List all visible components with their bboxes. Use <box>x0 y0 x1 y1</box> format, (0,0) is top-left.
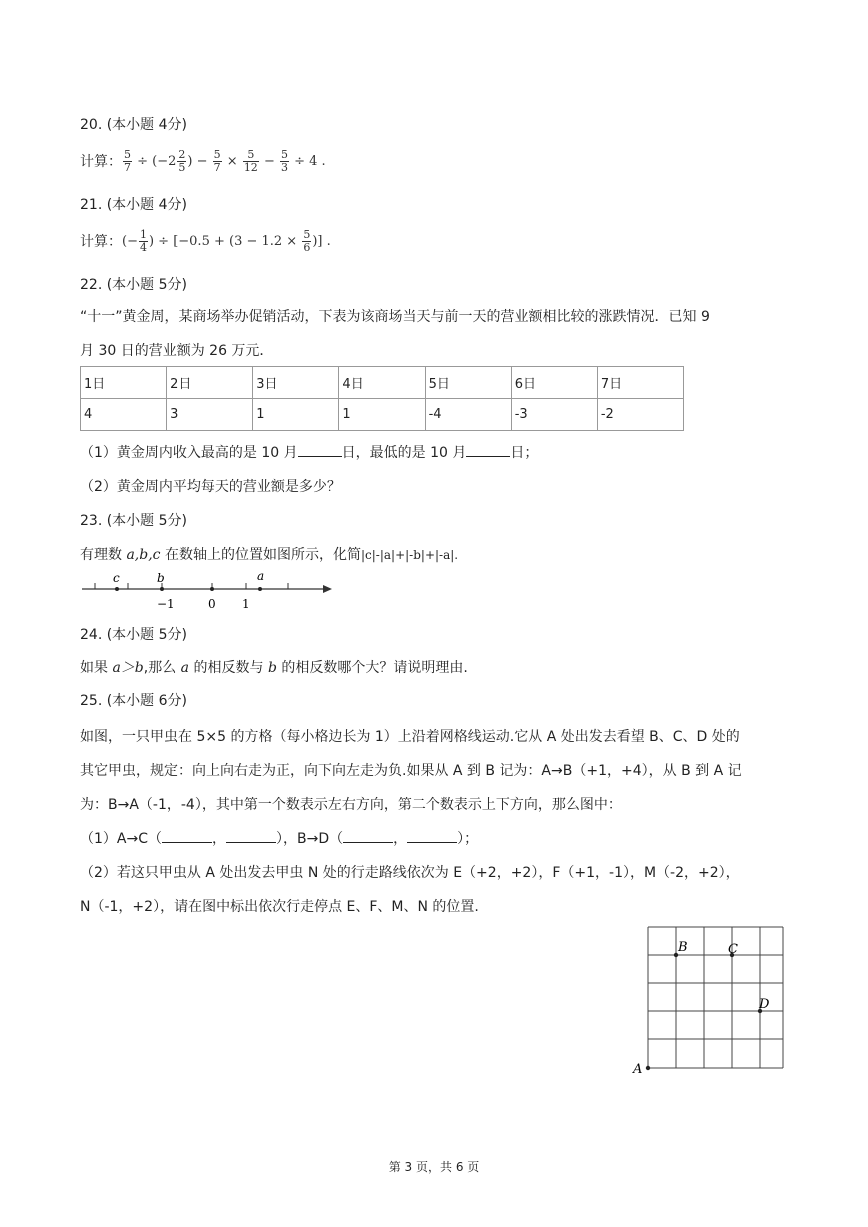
q25-line4-d: ， <box>393 831 408 847</box>
point-a <box>258 587 262 591</box>
table-cell: 4日 <box>339 367 425 399</box>
q24-var-a: a <box>180 660 190 676</box>
q24-text-a: 如果 <box>80 660 113 676</box>
table-cell: -3 <box>511 399 597 431</box>
answer-blank[interactable] <box>407 828 457 843</box>
q22-para1: “十一”黄金周，某商场举办促销活动，下表为该商场当天与前一天的营业额相比较的涨跌情况．已知 9 <box>80 309 710 325</box>
q25-header: 25. (本小题 6分) <box>80 693 187 709</box>
q24-text-d: 的相反数哪个大？请说明理由. <box>276 660 468 676</box>
number-line <box>80 566 340 614</box>
label-c: c <box>113 571 120 585</box>
q25-line5: （2）若这只甲虫从 A 处出发去甲虫 N 处的行走路线依次为 E（+2，+2），F（+1，-1），M（-2，+2）， <box>80 865 740 881</box>
q22-para2: 月 30 日的营业额为 26 万元． <box>80 343 274 359</box>
grid-figure <box>626 920 796 1078</box>
q21-formula: (− $\frac{1}{4}$ ) ÷ [−0.5 + (3 − 1.2 × $\frac{5}{6}$ )] . <box>122 227 331 254</box>
table-cell: -4 <box>425 399 511 431</box>
q21-header: 21. (本小题 4分) <box>80 197 187 213</box>
answer-blank[interactable] <box>466 442 510 457</box>
point-A <box>646 1066 650 1070</box>
q22-sub1-text-a: （1）黄金周内收入最高的是 10 月 <box>80 445 298 461</box>
page-footer: 第 3 页，共 6 页 <box>388 1160 480 1174</box>
table-cell: 4 <box>81 399 167 431</box>
q20-header: 20. (本小题 4分) <box>80 117 187 133</box>
q23-expr: |c|-|a|+|-b|+|-a|. <box>360 548 459 562</box>
table-row <box>81 367 684 399</box>
table-cell: 2日 <box>167 367 253 399</box>
q22-sub1 <box>80 442 538 462</box>
point-zero <box>210 587 214 591</box>
answer-blank[interactable] <box>162 828 212 843</box>
q25-line4-a: （1）A→C（ <box>80 831 162 847</box>
point-c <box>115 587 119 591</box>
table-cell: 1 <box>253 399 339 431</box>
table-cell: 1日 <box>81 367 167 399</box>
label-B: B <box>678 940 688 955</box>
q25-line2: 其它甲虫，规定：向上向右走为正，向下向左走为负.如果从 A 到 B 记为：A→B（+1，+4），从 B 到 A 记 <box>80 763 742 779</box>
q24-header: 24. (本小题 5分) <box>80 627 187 643</box>
q22-sub1-text-c: 日； <box>510 445 539 461</box>
label-D: D <box>759 997 770 1012</box>
q25-line1: 如图，一只甲虫在 5×5 的方格（每小格边长为 1）上沿着网格线运动.它从 A 处出发去看望 B、C、D 处的 <box>80 729 740 745</box>
answer-blank[interactable] <box>343 828 393 843</box>
q25-line4-e: ）； <box>457 831 479 847</box>
q24-var-b: b <box>267 660 277 676</box>
q24-text-b: ,那么 <box>143 660 181 676</box>
q24-text-c: 的相反数与 <box>189 660 268 676</box>
label-C: C <box>728 942 738 957</box>
q24-cond: a＞b <box>112 660 144 676</box>
q20-lead: 计算： <box>80 154 122 170</box>
table-cell: 7日 <box>597 367 683 399</box>
q21-lead: 计算： <box>80 234 122 250</box>
q25-line4-b: ， <box>212 831 226 847</box>
q23-vars: a,b,c <box>126 547 161 563</box>
table-cell: 5日 <box>425 367 511 399</box>
label-a: a <box>257 569 265 583</box>
sales-table <box>80 366 684 431</box>
table-cell: 3 <box>167 399 253 431</box>
q24-text <box>80 657 468 677</box>
table-cell: 3日 <box>253 367 339 399</box>
table-cell: 6日 <box>511 367 597 399</box>
label-A: A <box>633 1062 643 1077</box>
label-b: b <box>157 571 165 585</box>
q22-sub1-text-b: 日，最低的是 10 月 <box>341 445 467 461</box>
q25-line3: 为：B→A（-1，-4），其中第一个数表示左右方向，第二个数表示上下方向，那么图中： <box>80 797 622 813</box>
q22-header: 22. (本小题 5分) <box>80 277 187 293</box>
q20-formula: $\frac{5}{7}$ ÷ (−2 $\frac{2}{5}$ ) − $\frac{5}{7}$ × $\frac{5}{12}$ − $\frac{5}{3}$ ÷ 4 . <box>124 147 326 174</box>
q21-expression <box>80 226 331 256</box>
table-row <box>81 399 684 431</box>
table-cell: -2 <box>597 399 683 431</box>
q25-line4-c: ），B→D（ <box>276 831 344 847</box>
answer-blank[interactable] <box>298 442 342 457</box>
q23-text <box>80 544 458 564</box>
label-minus-one: −1 <box>157 597 175 611</box>
q23-text-a: 有理数 <box>80 547 127 563</box>
q20-expression <box>80 146 326 176</box>
q23-header: 23. (本小题 5分) <box>80 513 187 529</box>
q23-text-b: 在数轴上的位置如图所示，化简 <box>160 547 361 563</box>
q25-line4 <box>80 828 478 848</box>
label-one: 1 <box>242 597 250 611</box>
q25-line6: N（-1，+2），请在图中标出依次行走停点 E、F、M、N 的位置. <box>80 899 479 915</box>
answer-blank[interactable] <box>226 828 276 843</box>
q22-sub2: （2）黄金周内平均每天的营业额是多少？ <box>80 479 341 495</box>
label-zero: 0 <box>208 597 216 611</box>
point-b <box>160 587 164 591</box>
table-cell: 1 <box>339 399 425 431</box>
number-line-arrow <box>323 585 332 593</box>
